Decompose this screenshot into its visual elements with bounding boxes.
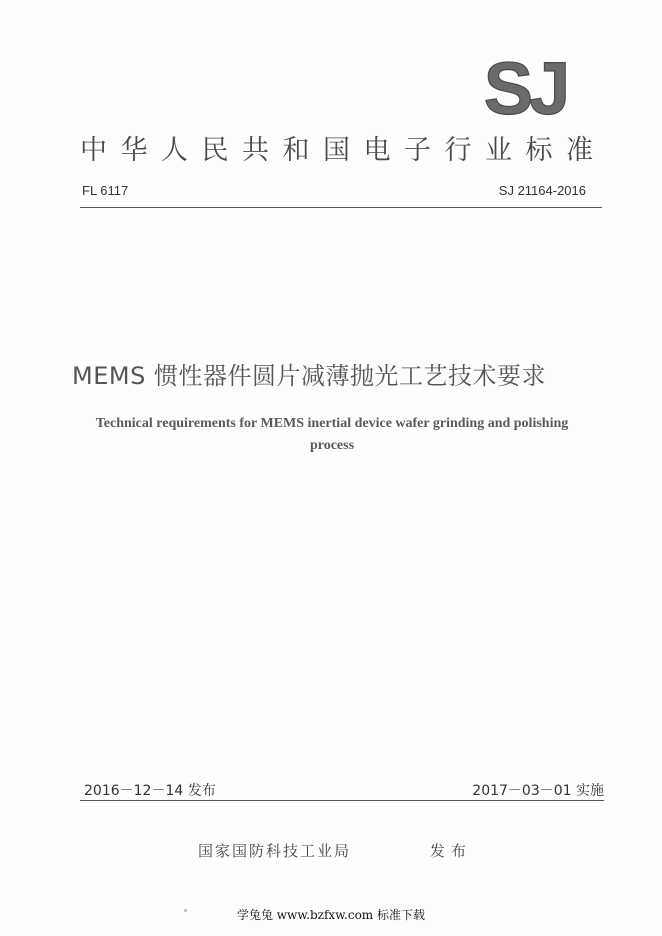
sj-logo-text: SJ [483,54,567,120]
publish-label: 发布 [430,842,473,860]
document-title-english-line-1: Technical requirements for MEMS inertial device wafer grinding and polishing [95,416,569,431]
document-title-english-line-2: process [309,438,355,453]
issue-date: 2016－12－14 发布 [84,783,216,799]
standard-number: SJ 21164-2016 [498,183,586,198]
watermark-text: 学兔兔 www.bzfxw.com 标准下载 [236,908,426,922]
organization-title: 中华人民共和国电子行业标准 [80,135,607,166]
implementation-date: 2017－03－01 实施 [472,783,604,799]
sj-logo [470,54,580,120]
header-divider [80,207,602,208]
classification-code: FL 6117 [82,183,129,198]
footer-divider [80,800,604,801]
document-title-english [60,413,604,457]
issuing-authority: 国家国防科技工业局 [198,842,352,860]
document-title-chinese: MEMS 惯性器件圆片减薄抛光工艺技术要求 [72,362,546,390]
